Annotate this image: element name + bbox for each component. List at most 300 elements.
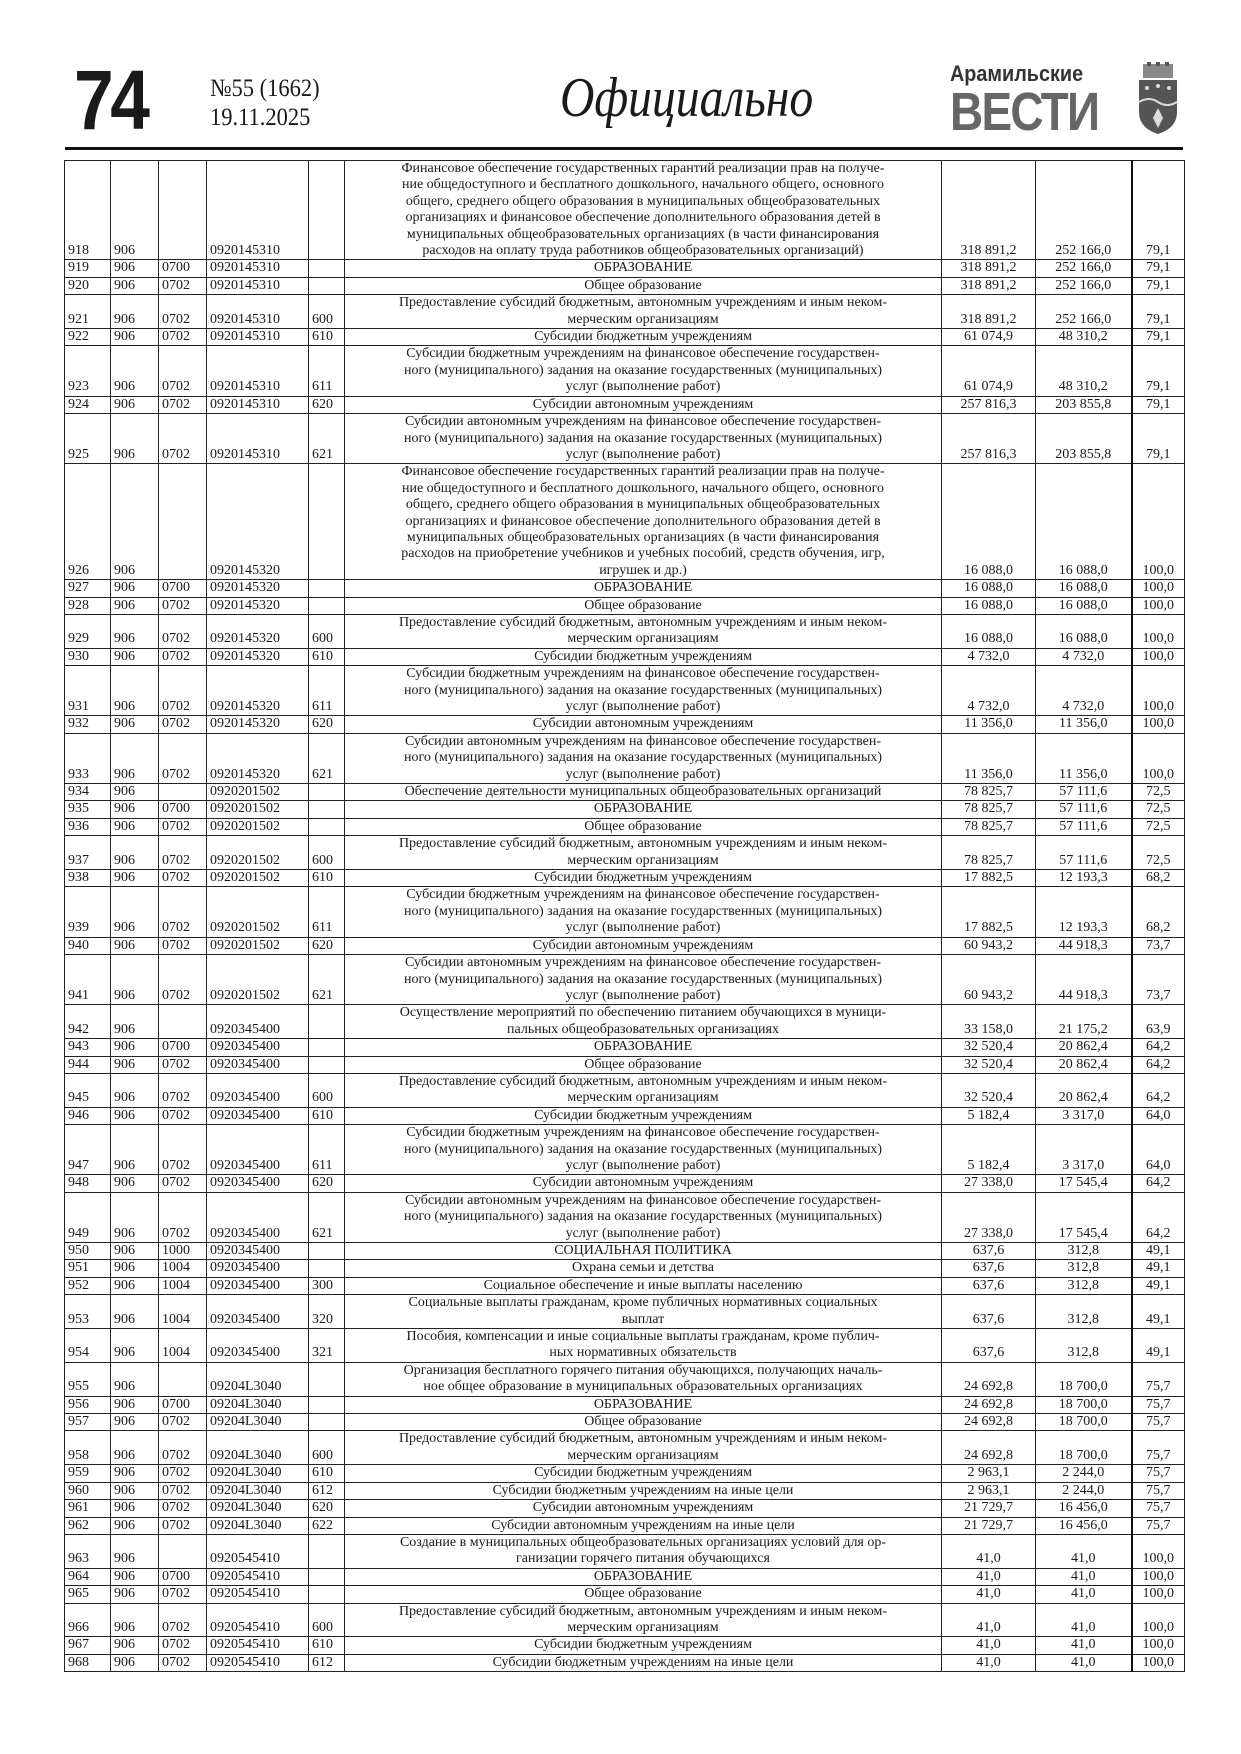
- percent: 75,7: [1132, 1465, 1185, 1482]
- plan-amount: 4 732,0: [942, 666, 1036, 716]
- expense-type-code: [309, 784, 345, 801]
- gr-code: 906: [111, 346, 159, 396]
- section-code: 0702: [159, 1192, 207, 1242]
- description: Общее образование: [345, 1414, 942, 1431]
- actual-amount: 57 111,6: [1036, 836, 1132, 870]
- table-row: [65, 414, 1185, 464]
- actual-amount: 312,8: [1036, 1260, 1132, 1277]
- percent: 75,7: [1132, 1500, 1185, 1517]
- table-row: [65, 1431, 1185, 1465]
- section-code: 1004: [159, 1260, 207, 1277]
- actual-amount: 20 862,4: [1036, 1039, 1132, 1056]
- gr-code: 906: [111, 887, 159, 937]
- row-number: 936: [65, 818, 111, 835]
- percent: 49,1: [1132, 1243, 1185, 1260]
- table-row: [65, 1482, 1185, 1499]
- actual-amount: 41,0: [1036, 1586, 1132, 1603]
- plan-amount: 11 356,0: [942, 733, 1036, 783]
- target-code: 09204L3040: [207, 1465, 309, 1482]
- actual-amount: 11 356,0: [1036, 716, 1132, 733]
- description: Субсидии бюджетным учреждениям: [345, 1637, 942, 1654]
- plan-amount: 41,0: [942, 1534, 1036, 1568]
- table-row: [65, 1329, 1185, 1363]
- expense-type-code: 320: [309, 1295, 345, 1329]
- section-code: 0702: [159, 648, 207, 665]
- description: Финансовое обеспечение государственных гарантий реализации прав на получе- ние общедоступного и бесплатного дошкольного, начального общего, основного общего, среднего общего образования в муниципальных общеобразовательных организациях и финансовое обеспечение дополнительного образования детей в муниципальных общеобразовательных организациях (в части финансирования расходов на приобретение учебников и учебных пособий, средств обучения, игр, игрушек и др.): [345, 464, 942, 580]
- row-number: 938: [65, 870, 111, 887]
- plan-amount: 5 182,4: [942, 1125, 1036, 1175]
- actual-amount: 21 175,2: [1036, 1005, 1132, 1039]
- row-number: 956: [65, 1396, 111, 1413]
- row-number: 947: [65, 1125, 111, 1175]
- target-code: 0920345400: [207, 1073, 309, 1107]
- gr-code: 906: [111, 1056, 159, 1073]
- expense-type-code: 321: [309, 1329, 345, 1363]
- plan-amount: 16 088,0: [942, 614, 1036, 648]
- row-number: 962: [65, 1517, 111, 1534]
- percent: 79,1: [1132, 260, 1185, 277]
- issue-date: 19.11.2025: [210, 104, 311, 131]
- section-code: 0702: [159, 1654, 207, 1671]
- plan-amount: 21 729,7: [942, 1500, 1036, 1517]
- table-row: [65, 955, 1185, 1005]
- expense-type-code: [309, 1586, 345, 1603]
- target-code: 09204L3040: [207, 1414, 309, 1431]
- target-code: 0920145310: [207, 396, 309, 413]
- row-number: 924: [65, 396, 111, 413]
- gr-code: 906: [111, 277, 159, 294]
- header-rule: [65, 147, 1183, 150]
- row-number: 919: [65, 260, 111, 277]
- target-code: 0920345400: [207, 1329, 309, 1363]
- description: Субсидии бюджетным учреждениям на иные цели: [345, 1654, 942, 1671]
- plan-amount: 41,0: [942, 1603, 1036, 1637]
- expense-type-code: 611: [309, 1125, 345, 1175]
- gr-code: 906: [111, 733, 159, 783]
- percent: 100,0: [1132, 1568, 1185, 1585]
- description: Субсидии автономным учреждениям на финансовое обеспечение государствен- ного (муниципального) задания на оказание государственных (муниципальных) услуг (выполнение работ): [345, 414, 942, 464]
- plan-amount: 32 520,4: [942, 1039, 1036, 1056]
- table-row: [65, 836, 1185, 870]
- expense-type-code: 600: [309, 1603, 345, 1637]
- expense-type-code: 600: [309, 1431, 345, 1465]
- actual-amount: 57 111,6: [1036, 801, 1132, 818]
- target-code: 0920345400: [207, 1295, 309, 1329]
- gr-code: 906: [111, 955, 159, 1005]
- newspaper-logo: [950, 61, 1120, 142]
- expense-type-code: [309, 464, 345, 580]
- expense-type-code: [309, 1362, 345, 1396]
- row-number: 957: [65, 1414, 111, 1431]
- row-number: 959: [65, 1465, 111, 1482]
- gr-code: 906: [111, 1414, 159, 1431]
- percent: 100,0: [1132, 1534, 1185, 1568]
- table-row: [65, 870, 1185, 887]
- description: ОБРАЗОВАНИЕ: [345, 1568, 942, 1585]
- percent: 68,2: [1132, 870, 1185, 887]
- section-code: 0702: [159, 1125, 207, 1175]
- percent: 100,0: [1132, 614, 1185, 648]
- actual-amount: 57 111,6: [1036, 818, 1132, 835]
- target-code: 0920345400: [207, 1039, 309, 1056]
- description: Общее образование: [345, 597, 942, 614]
- expense-type-code: 612: [309, 1654, 345, 1671]
- plan-amount: 32 520,4: [942, 1073, 1036, 1107]
- gr-code: 906: [111, 1175, 159, 1192]
- target-code: 0920345400: [207, 1107, 309, 1124]
- percent: 64,2: [1132, 1073, 1185, 1107]
- actual-amount: 41,0: [1036, 1654, 1132, 1671]
- description: Субсидии автономным учреждениям на финансовое обеспечение государствен- ного (муниципального) задания на оказание государственных (муниципальных) услуг (выполнение работ): [345, 1192, 942, 1242]
- section-code: 0702: [159, 955, 207, 1005]
- description: Субсидии бюджетным учреждениям: [345, 648, 942, 665]
- actual-amount: 3 317,0: [1036, 1107, 1132, 1124]
- row-number: 965: [65, 1586, 111, 1603]
- plan-amount: 24 692,8: [942, 1431, 1036, 1465]
- percent: 64,2: [1132, 1175, 1185, 1192]
- row-number: 925: [65, 414, 111, 464]
- percent: 79,1: [1132, 295, 1185, 329]
- section-code: 1004: [159, 1277, 207, 1294]
- description: Субсидии бюджетным учреждениям: [345, 1107, 942, 1124]
- table-row: [65, 1175, 1185, 1192]
- gr-code: 906: [111, 648, 159, 665]
- page-number: 74: [74, 53, 147, 147]
- percent: 75,7: [1132, 1431, 1185, 1465]
- row-number: 948: [65, 1175, 111, 1192]
- section-code: 0702: [159, 1465, 207, 1482]
- target-code: 0920545410: [207, 1654, 309, 1671]
- row-number: 937: [65, 836, 111, 870]
- percent: 100,0: [1132, 1603, 1185, 1637]
- table-row: [65, 1517, 1185, 1534]
- actual-amount: 16 088,0: [1036, 614, 1132, 648]
- description: Предоставление субсидий бюджетным, автономным учреждениям и иным неком- мерческим организациям: [345, 614, 942, 648]
- table-row: [65, 396, 1185, 413]
- section-code: 1004: [159, 1295, 207, 1329]
- percent: 100,0: [1132, 648, 1185, 665]
- actual-amount: 312,8: [1036, 1295, 1132, 1329]
- gr-code: 906: [111, 1482, 159, 1499]
- percent: 75,7: [1132, 1482, 1185, 1499]
- description: Субсидии автономным учреждениям: [345, 396, 942, 413]
- table-row: [65, 1637, 1185, 1654]
- table-row: [65, 1465, 1185, 1482]
- issue-number: №55 (1662): [210, 75, 320, 102]
- plan-amount: 78 825,7: [942, 818, 1036, 835]
- percent: 49,1: [1132, 1295, 1185, 1329]
- percent: 100,0: [1132, 1654, 1185, 1671]
- expense-type-code: 600: [309, 836, 345, 870]
- section-code: 0702: [159, 1056, 207, 1073]
- table-row: [65, 346, 1185, 396]
- table-row: [65, 1534, 1185, 1568]
- description: Субсидии автономным учреждениям: [345, 1175, 942, 1192]
- plan-amount: 2 963,1: [942, 1482, 1036, 1499]
- plan-amount: 41,0: [942, 1586, 1036, 1603]
- actual-amount: 18 700,0: [1036, 1431, 1132, 1465]
- target-code: 0920145310: [207, 260, 309, 277]
- plan-amount: 5 182,4: [942, 1107, 1036, 1124]
- section-code: 0702: [159, 836, 207, 870]
- target-code: 0920201502: [207, 836, 309, 870]
- table-row: [65, 784, 1185, 801]
- target-code: 0920545410: [207, 1534, 309, 1568]
- section-code: 0702: [159, 1431, 207, 1465]
- target-code: 0920145320: [207, 733, 309, 783]
- section-code: 0702: [159, 597, 207, 614]
- gr-code: 906: [111, 1534, 159, 1568]
- section-code: 0702: [159, 329, 207, 346]
- target-code: 0920345400: [207, 1243, 309, 1260]
- gr-code: 906: [111, 396, 159, 413]
- table-row: [65, 277, 1185, 294]
- target-code: 0920201502: [207, 818, 309, 835]
- description: Субсидии бюджетным учреждениям на финансовое обеспечение государствен- ного (муниципального) задания на оказание государственных (муниципальных) услуг (выполнение работ): [345, 1125, 942, 1175]
- table-row: [65, 1362, 1185, 1396]
- actual-amount: 16 088,0: [1036, 597, 1132, 614]
- plan-amount: 24 692,8: [942, 1414, 1036, 1431]
- actual-amount: 2 244,0: [1036, 1482, 1132, 1499]
- expense-type-code: [309, 597, 345, 614]
- percent: 100,0: [1132, 464, 1185, 580]
- table-row: [65, 597, 1185, 614]
- description: Субсидии автономным учреждениям: [345, 1500, 942, 1517]
- row-number: 960: [65, 1482, 111, 1499]
- actual-amount: 16 456,0: [1036, 1517, 1132, 1534]
- target-code: 0920545410: [207, 1586, 309, 1603]
- actual-amount: 12 193,3: [1036, 870, 1132, 887]
- actual-amount: 17 545,4: [1036, 1192, 1132, 1242]
- percent: 73,7: [1132, 937, 1185, 954]
- expense-type-code: [309, 161, 345, 260]
- table-row: [65, 1586, 1185, 1603]
- row-number: 945: [65, 1073, 111, 1107]
- table-row: [65, 818, 1185, 835]
- percent: 64,0: [1132, 1125, 1185, 1175]
- description: Пособия, компенсации и иные социальные выплаты гражданам, кроме публич- ных нормативных обязательств: [345, 1329, 942, 1363]
- expense-type-code: 610: [309, 1637, 345, 1654]
- expense-type-code: [309, 1260, 345, 1277]
- target-code: 0920345400: [207, 1192, 309, 1242]
- row-number: 949: [65, 1192, 111, 1242]
- target-code: 09204L3040: [207, 1482, 309, 1499]
- actual-amount: 16 088,0: [1036, 464, 1132, 580]
- actual-amount: 41,0: [1036, 1568, 1132, 1585]
- section-code: 0700: [159, 1396, 207, 1413]
- table-row: [65, 1277, 1185, 1294]
- description: Предоставление субсидий бюджетным, автономным учреждениям и иным неком- мерческим организациям: [345, 295, 942, 329]
- description: Предоставление субсидий бюджетным, автономным учреждениям и иным неком- мерческим организациям: [345, 836, 942, 870]
- target-code: 09204L3040: [207, 1362, 309, 1396]
- expense-type-code: [309, 1534, 345, 1568]
- plan-amount: 24 692,8: [942, 1396, 1036, 1413]
- gr-code: 906: [111, 666, 159, 716]
- actual-amount: 4 732,0: [1036, 648, 1132, 665]
- row-number: 930: [65, 648, 111, 665]
- row-number: 967: [65, 1637, 111, 1654]
- expense-type-code: 600: [309, 614, 345, 648]
- row-number: 939: [65, 887, 111, 937]
- plan-amount: 637,6: [942, 1243, 1036, 1260]
- section-code: 0700: [159, 260, 207, 277]
- expense-type-code: [309, 1243, 345, 1260]
- row-number: 958: [65, 1431, 111, 1465]
- description: Субсидии автономным учреждениям: [345, 716, 942, 733]
- actual-amount: 20 862,4: [1036, 1073, 1132, 1107]
- gr-code: 906: [111, 937, 159, 954]
- target-code: 0920145320: [207, 666, 309, 716]
- target-code: 0920201502: [207, 870, 309, 887]
- table-row: [65, 464, 1185, 580]
- row-number: 943: [65, 1039, 111, 1056]
- expense-type-code: 600: [309, 295, 345, 329]
- plan-amount: 318 891,2: [942, 277, 1036, 294]
- actual-amount: 203 855,8: [1036, 414, 1132, 464]
- actual-amount: 16 456,0: [1036, 1500, 1132, 1517]
- row-number: 953: [65, 1295, 111, 1329]
- gr-code: 906: [111, 1568, 159, 1585]
- expense-type-code: [309, 1568, 345, 1585]
- percent: 79,1: [1132, 329, 1185, 346]
- gr-code: 906: [111, 1603, 159, 1637]
- description: Субсидии автономным учреждениям: [345, 937, 942, 954]
- plan-amount: 61 074,9: [942, 346, 1036, 396]
- percent: 75,7: [1132, 1396, 1185, 1413]
- target-code: 0920145310: [207, 346, 309, 396]
- target-code: 0920545410: [207, 1603, 309, 1637]
- row-number: 951: [65, 1260, 111, 1277]
- description: Охрана семьи и детства: [345, 1260, 942, 1277]
- gr-code: 906: [111, 801, 159, 818]
- target-code: 0920345400: [207, 1175, 309, 1192]
- plan-amount: 61 074,9: [942, 329, 1036, 346]
- section-code: 0702: [159, 1500, 207, 1517]
- plan-amount: 257 816,3: [942, 396, 1036, 413]
- section-code: 0702: [159, 396, 207, 413]
- gr-code: 906: [111, 329, 159, 346]
- plan-amount: 16 088,0: [942, 597, 1036, 614]
- gr-code: 906: [111, 1005, 159, 1039]
- description: ОБРАЗОВАНИЕ: [345, 1396, 942, 1413]
- expense-type-code: [309, 818, 345, 835]
- target-code: 09204L3040: [207, 1517, 309, 1534]
- row-number: 933: [65, 733, 111, 783]
- target-code: 0920545410: [207, 1568, 309, 1585]
- row-number: 920: [65, 277, 111, 294]
- row-number: 950: [65, 1243, 111, 1260]
- description: Субсидии автономным учреждениям на финансовое обеспечение государствен- ного (муниципального) задания на оказание государственных (муниципальных) услуг (выполнение работ): [345, 733, 942, 783]
- table-row: [65, 666, 1185, 716]
- gr-code: 906: [111, 1654, 159, 1671]
- table-row: [65, 614, 1185, 648]
- target-code: 0920145320: [207, 716, 309, 733]
- percent: 100,0: [1132, 1586, 1185, 1603]
- description: Субсидии бюджетным учреждениям на финансовое обеспечение государствен- ного (муниципального) задания на оказание государственных (муниципальных) услуг (выполнение работ): [345, 346, 942, 396]
- percent: 100,0: [1132, 597, 1185, 614]
- actual-amount: 16 088,0: [1036, 580, 1132, 597]
- description: СОЦИАЛЬНАЯ ПОЛИТИКА: [345, 1243, 942, 1260]
- target-code: 0920145320: [207, 580, 309, 597]
- target-code: 0920345400: [207, 1260, 309, 1277]
- row-number: 961: [65, 1500, 111, 1517]
- expense-type-code: [309, 1039, 345, 1056]
- percent: 68,2: [1132, 887, 1185, 937]
- plan-amount: 78 825,7: [942, 836, 1036, 870]
- actual-amount: 252 166,0: [1036, 161, 1132, 260]
- plan-amount: 27 338,0: [942, 1175, 1036, 1192]
- expense-type-code: 611: [309, 346, 345, 396]
- actual-amount: 41,0: [1036, 1534, 1132, 1568]
- actual-amount: 2 244,0: [1036, 1465, 1132, 1482]
- expense-type-code: 610: [309, 648, 345, 665]
- gr-code: 906: [111, 1277, 159, 1294]
- target-code: 09204L3040: [207, 1431, 309, 1465]
- gr-code: 906: [111, 1500, 159, 1517]
- percent: 100,0: [1132, 733, 1185, 783]
- description: Субсидии автономным учреждениям на иные цели: [345, 1517, 942, 1534]
- gr-code: 906: [111, 161, 159, 260]
- expense-type-code: [309, 801, 345, 818]
- target-code: 09204L3040: [207, 1396, 309, 1413]
- gr-code: 906: [111, 1517, 159, 1534]
- plan-amount: 41,0: [942, 1637, 1036, 1654]
- description: Субсидии автономным учреждениям на финансовое обеспечение государствен- ного (муниципального) задания на оказание государственных (муниципальных) услуг (выполнение работ): [345, 955, 942, 1005]
- description: Финансовое обеспечение государственных гарантий реализации прав на получе- ние общедоступного и бесплатного дошкольного, начального общего, основного общего, среднего общего образования в муниципальных общеобразовательных организациях и финансовое обеспечение дополнительного образования детей в муниципальных общеобразовательных организациях (в части финансирования расходов на оплату труда работников общеобразовательных организаций): [345, 161, 942, 260]
- expense-type-code: 622: [309, 1517, 345, 1534]
- gr-code: 906: [111, 614, 159, 648]
- budget-table: [64, 160, 1185, 1672]
- table-row: [65, 1243, 1185, 1260]
- actual-amount: 48 310,2: [1036, 329, 1132, 346]
- percent: 75,7: [1132, 1414, 1185, 1431]
- actual-amount: 312,8: [1036, 1329, 1132, 1363]
- percent: 100,0: [1132, 666, 1185, 716]
- gr-code: 906: [111, 580, 159, 597]
- row-number: 954: [65, 1329, 111, 1363]
- plan-amount: 4 732,0: [942, 648, 1036, 665]
- gr-code: 906: [111, 1295, 159, 1329]
- expense-type-code: 600: [309, 1073, 345, 1107]
- target-code: 0920201502: [207, 784, 309, 801]
- table-row: [65, 1056, 1185, 1073]
- gr-code: 906: [111, 1260, 159, 1277]
- table-row: [65, 1414, 1185, 1431]
- expense-type-code: [309, 1005, 345, 1039]
- section-code: 0702: [159, 716, 207, 733]
- description: ОБРАЗОВАНИЕ: [345, 580, 942, 597]
- table-row: [65, 1603, 1185, 1637]
- expense-type-code: 620: [309, 396, 345, 413]
- plan-amount: 637,6: [942, 1277, 1036, 1294]
- row-number: 955: [65, 1362, 111, 1396]
- table-row: [65, 1654, 1185, 1671]
- expense-type-code: 300: [309, 1277, 345, 1294]
- gr-code: 906: [111, 818, 159, 835]
- coat-of-arms-icon: [1135, 62, 1181, 134]
- percent: 49,1: [1132, 1260, 1185, 1277]
- row-number: 935: [65, 801, 111, 818]
- section-code: 0702: [159, 1637, 207, 1654]
- section-code: 1004: [159, 1329, 207, 1363]
- target-code: 0920145310: [207, 277, 309, 294]
- table-row: [65, 1396, 1185, 1413]
- percent: 64,2: [1132, 1192, 1185, 1242]
- row-number: 944: [65, 1056, 111, 1073]
- row-number: 926: [65, 464, 111, 580]
- percent: 73,7: [1132, 955, 1185, 1005]
- plan-amount: 257 816,3: [942, 414, 1036, 464]
